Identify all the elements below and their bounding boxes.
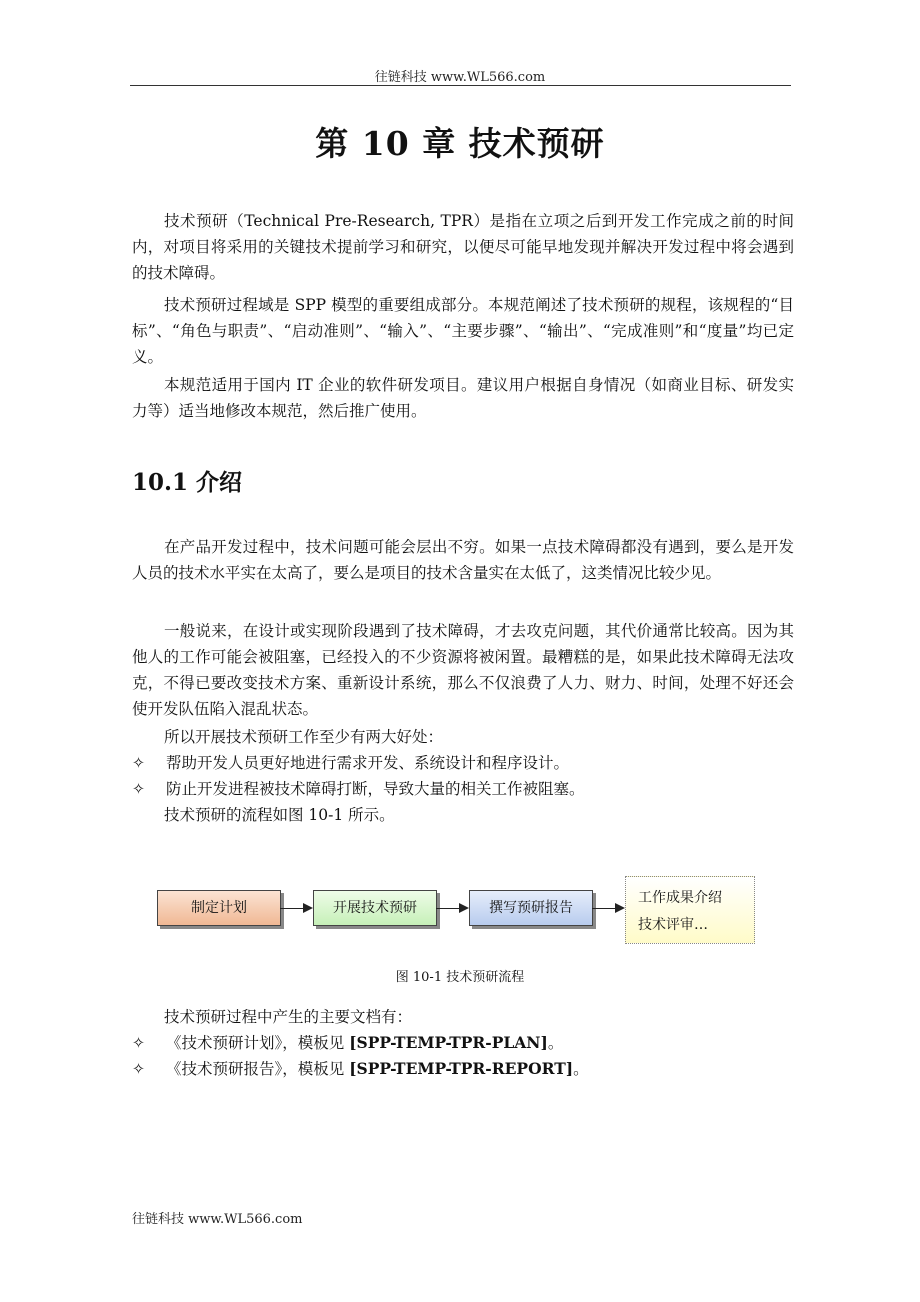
flow-arrow	[436, 908, 467, 909]
doc-template-code: [SPP-TEMP-TPR-PLAN]	[349, 1033, 548, 1052]
flow-output-item: 技术评审…	[638, 917, 708, 933]
flow-step-plan: 制定计划	[157, 890, 281, 926]
flow-output-box	[625, 876, 755, 944]
section-title: 10.1 介绍	[132, 469, 243, 496]
benefit-text: 帮助开发人员更好地进行需求开发、系统设计和程序设计。	[166, 754, 570, 772]
doc-suffix: 。	[573, 1060, 589, 1078]
intro-paragraph-2: 技术预研过程域是 SPP 模型的重要组成部分。本规范阐述了技术预研的规程，该规程的“目标”、“角色与职责”、“启动准则”、“输入”、“主要步骤”、“输出”、“完成准则”和“度量”均已定义。	[132, 296, 794, 366]
section-paragraph-1: 在产品开发过程中，技术问题可能会层出不穷。如果一点技术障碍都没有遇到，要么是开发人员的技术水平实在太高了，要么是项目的技术含量实在太低了，这类情况比较少见。	[132, 538, 794, 582]
flow-arrow	[592, 908, 623, 909]
bullet-diamond-icon: ✧	[132, 780, 145, 798]
flow-step-report: 撰写预研报告	[469, 890, 593, 926]
chapter-title: 第 10 章 技术预研	[315, 124, 605, 163]
doc-name: 《技术预研报告》，模板见	[166, 1060, 350, 1078]
bullet-diamond-icon: ✧	[132, 1060, 145, 1078]
figure-caption: 图 10-1 技术预研流程	[395, 970, 525, 985]
intro-paragraph-3: 本规范适用于国内 IT 企业的软件研发项目。建议用户根据自身情况（如商业目标、研发实力等）适当地修改本规范，然后推广使用。	[132, 376, 794, 420]
flow-step-research: 开展技术预研	[313, 890, 437, 926]
section-paragraph-2: 一般说来，在设计或实现阶段遇到了技术障碍，才去攻克问题，其代价通常比较高。因为其他人的工作可能会被阻塞，已经投入的不少资源将被闲置。最糟糕的是，如果此技术障碍无法攻克，不得已要改变技术方案、重新设计系统，那么不仅浪费了人力、财力、时间，处理不好还会使开发队伍陷入混乱状态。	[132, 622, 794, 718]
section-paragraph-4: 技术预研的流程如图 10-1 所示。	[164, 806, 395, 824]
flow-output-item: 工作成果介绍	[638, 890, 722, 906]
doc-suffix: 。	[547, 1034, 564, 1052]
bullet-diamond-icon: ✧	[132, 1034, 145, 1052]
doc-template-code: [SPP-TEMP-TPR-REPORT]	[349, 1059, 574, 1078]
section-paragraph-5: 技术预研过程中产生的主要文档有：	[164, 1008, 413, 1026]
section-paragraph-3: 所以开展技术预研工作至少有两大好处：	[164, 728, 444, 746]
benefit-text: 防止开发进程被技术障碍打断，导致大量的相关工作被阻塞。	[166, 780, 585, 798]
bullet-diamond-icon: ✧	[132, 754, 145, 772]
doc-name: 《技术预研计划》，模板见	[166, 1034, 350, 1052]
header-divider	[130, 85, 791, 86]
page-footer: 往链科技 www.WL566.com	[132, 1212, 303, 1227]
page-header: 往链科技 www.WL566.com	[374, 70, 546, 85]
flow-arrow	[280, 908, 311, 909]
intro-paragraph-1: 技术预研（Technical Pre-Research, TPR）是指在立项之后到开发工作完成之前的时间内，对项目将采用的关键技术提前学习和研究，以便尽可能早地发现并解决开发过程中将会遇到的技术障碍。	[132, 212, 794, 282]
